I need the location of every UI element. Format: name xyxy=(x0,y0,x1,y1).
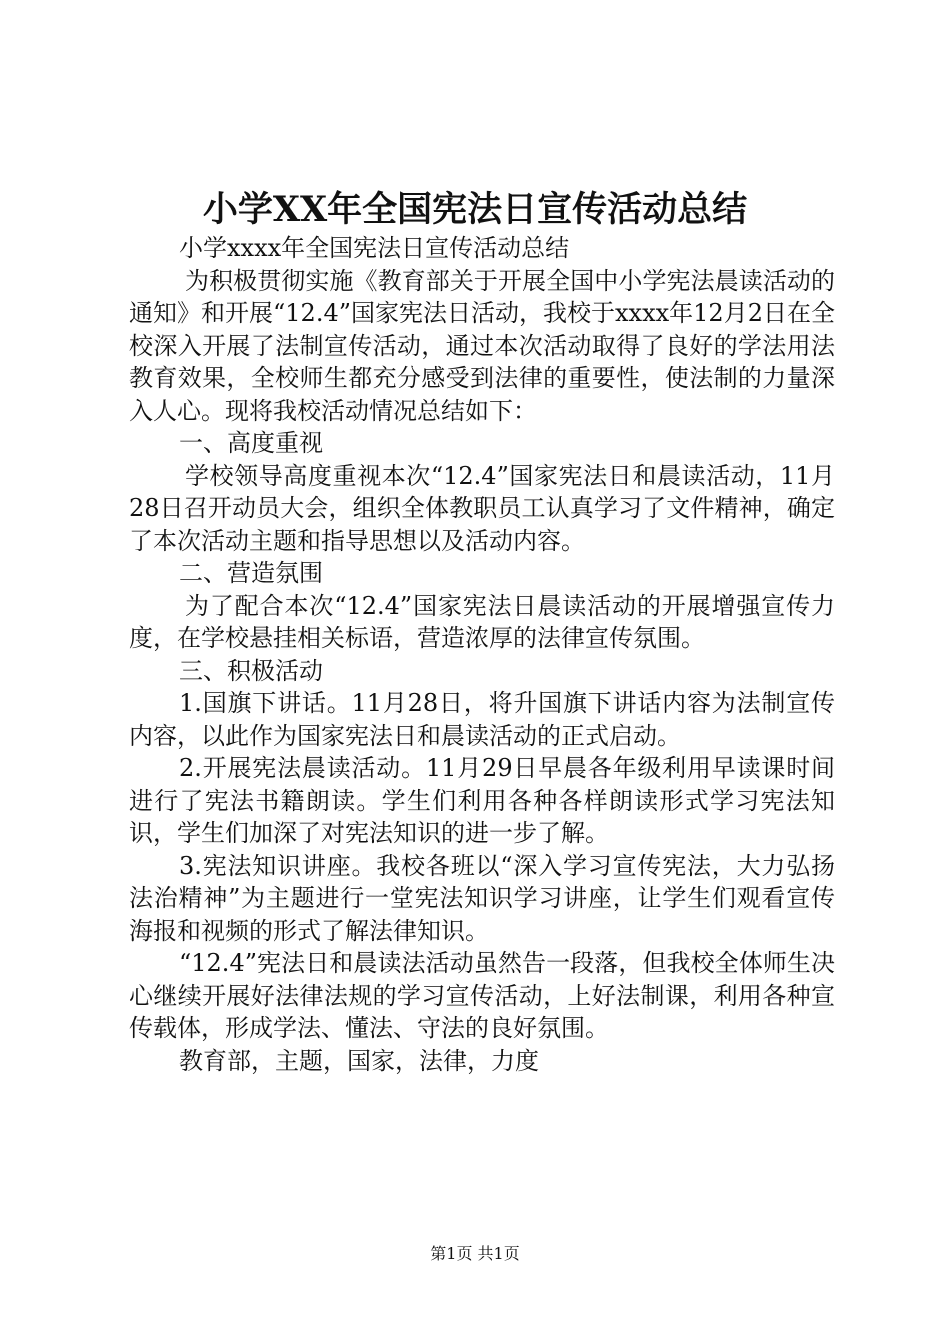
section-heading-3: 三、积极活动 xyxy=(179,656,323,685)
section-2-paragraph: 为了配合本次“12.4”国家宪法日晨读活动的开展增强宣传力度，在学校悬挂相关标语，营造浓厚的法律宣传氛围。 xyxy=(129,591,835,652)
subtitle-paragraph: 小学xxxx年全国宪法日宣传活动总结 xyxy=(179,234,570,262)
activity-item-3: 3.宪法知识讲座。我校各班以“深入学习宣传宪法，大力弘扬法治精神”为主题进行一堂宪法知识学习讲座，让学生们观看宣传海报和视频的形式了解法律知识。 xyxy=(129,851,835,945)
activity-item-2: 2.开展宪法晨读活动。11月29日早晨各年级利用早读课时间进行了宪法书籍朗读。学生们利用各种各样朗读形式学习宪法知识，学生们加深了对宪法知识的进一步了解。 xyxy=(129,754,835,847)
conclusion-paragraph: “12.4”宪法日和晨读法活动虽然告一段落，但我校全体师生决心继续开展好法律法规的学习宣传活动，上好法制课，利用各种宣传载体，形成学法、懂法、守法的良好氛围。 xyxy=(129,949,835,1042)
section-heading-1: 一、高度重视 xyxy=(179,429,323,457)
section-1-paragraph: 学校领导高度重视本次“12.4”国家宪法日和晨读活动，11月28日召开动员大会，组织全体教职员工认真学习了文件精神，确定了本次活动主题和指导思想以及活动内容。 xyxy=(129,461,835,555)
page-footer: 第1页 共1页 xyxy=(430,1244,520,1263)
section-heading-2: 二、营造氛围 xyxy=(179,559,323,587)
activity-item-1: 1.国旗下讲话。11月28日，将升国旗下讲话内容为法制宣传内容，以此作为国家宪法日和晨读活动的正式启动。 xyxy=(129,689,835,750)
document-body xyxy=(129,232,835,1077)
intro-paragraph: 为积极贯彻实施《教育部关于开展全国中小学宪法晨读活动的通知》和开展“12.4”国家宪法日活动，我校于xxxx年12月2日在全校深入开展了法制宣传活动，通过本次活动取得了良好的学法用法教育效果，全校师生都充分感受到法律的重要性，使法制的力量深入人心。现将我校活动情况总结如下： xyxy=(129,266,835,425)
keywords-paragraph: 教育部，主题，国家，法律，力度 xyxy=(179,1046,539,1075)
document-title: 小学XX年全国宪法日宣传活动总结 xyxy=(202,189,748,230)
